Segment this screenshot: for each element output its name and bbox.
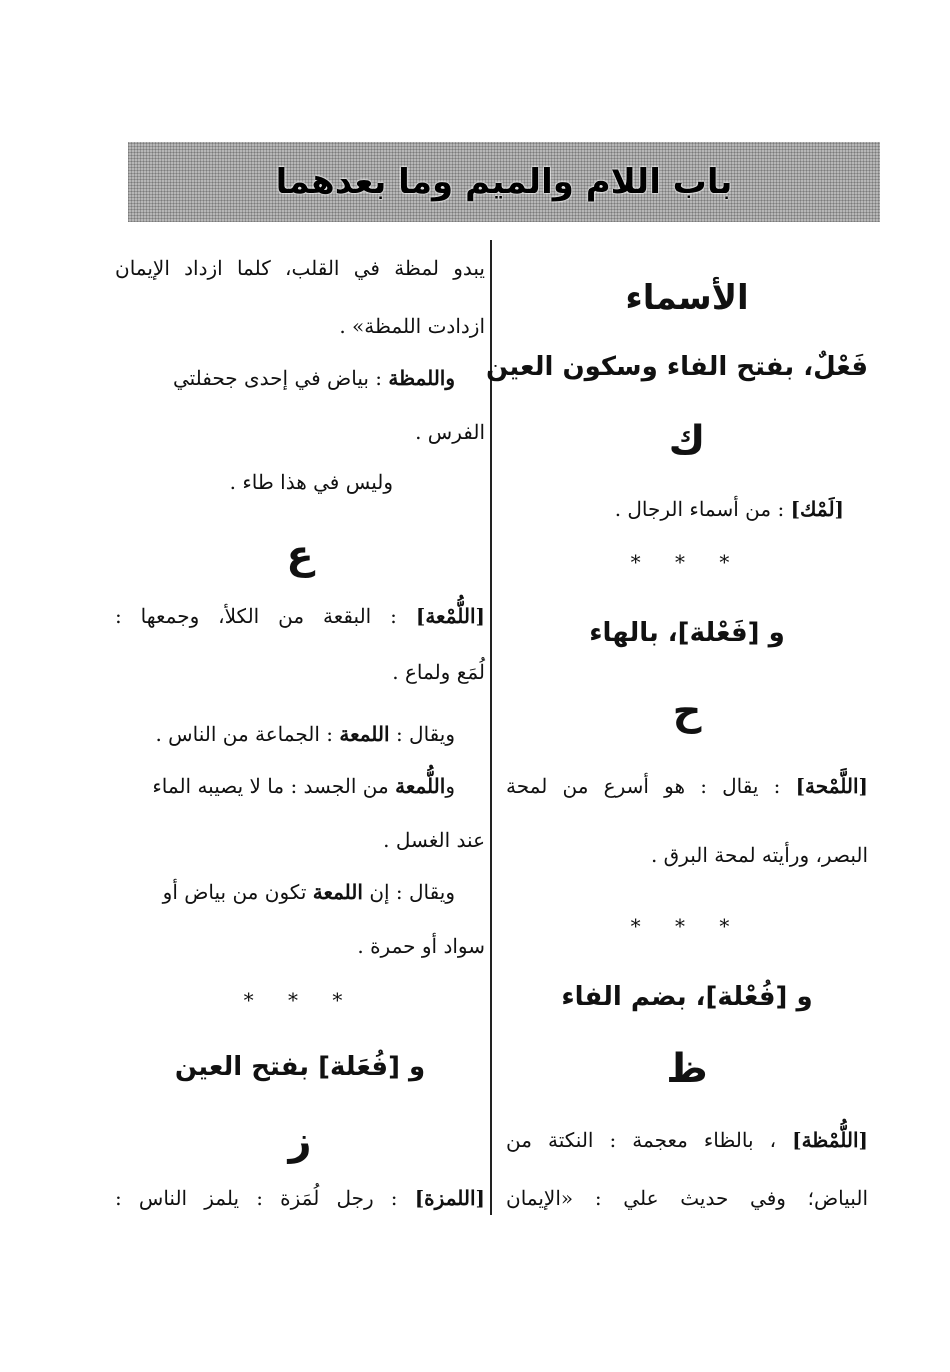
- entry-text: : الجماعة من الناس .: [155, 722, 333, 746]
- entry-text: : رجل لُمَزة : يلمز الناس :: [115, 1186, 398, 1210]
- chapter-title: باب اللام والميم وما بعدهما: [275, 162, 733, 202]
- entry-yuqal1: [155, 722, 455, 746]
- section-heading-names: الأسماء: [625, 278, 749, 318]
- letter-heading-ha: ح: [672, 688, 702, 734]
- entry-term: واللمظة: [388, 366, 455, 390]
- text-line: يبدو لمظة في القلب، كلما ازداد الإيمان: [115, 256, 485, 280]
- entry-lumza-line2: البياض؛ وفي حديث علي : «الإيمان: [506, 1186, 868, 1210]
- pattern-heading-fula: و [فُعْلة]، بضم الفاء: [561, 982, 813, 1012]
- entry-text: : بياض في إحدى جحفلتي: [172, 366, 383, 390]
- column-divider: [490, 240, 492, 1215]
- note-line: وليس في هذا طاء .: [229, 470, 393, 494]
- entry-lamk: [615, 497, 844, 521]
- entry-lamha-line1: [506, 774, 868, 798]
- section-separator: * * *: [630, 550, 744, 574]
- entry-text: من الجسد : ما لا يصيبه الماء: [152, 774, 389, 798]
- entry-jasad-line2: عند الغسل .: [383, 828, 485, 852]
- entry-prefix: ويقال : إن: [369, 880, 455, 904]
- entry-lumza-line1: [506, 1128, 868, 1152]
- entry-prefix: ويقال :: [395, 722, 455, 746]
- entry-lumah-line2: لُمَع ولماع .: [392, 660, 485, 684]
- text-line: ازدادت اللمظة» .: [339, 314, 485, 338]
- section-separator: * * *: [630, 914, 744, 938]
- entry-lumah-line1: [115, 604, 485, 628]
- entry-yuqal2-line2: سواد أو حمرة .: [357, 934, 485, 958]
- entry-term: اللمعة: [339, 722, 390, 746]
- entry-lamza2-line1: [115, 366, 455, 390]
- entry-lumaza: [115, 1186, 485, 1210]
- entry-definition: : من أسماء الرجال .: [614, 497, 785, 521]
- entry-term: [اللمزة]: [414, 1186, 485, 1210]
- entry-term: [لَمْك]: [790, 497, 844, 521]
- entry-term: [اللُّمْعة]: [415, 604, 486, 628]
- entry-term: اللمعة: [312, 880, 363, 904]
- entry-jasad-line1: [115, 774, 455, 798]
- entry-term: [اللُّمْظة]: [792, 1128, 868, 1152]
- letter-heading-kaf: ك: [668, 418, 706, 464]
- entry-lamza2-line2: الفرس .: [415, 420, 485, 444]
- entry-term: اللُّمعة: [395, 774, 446, 798]
- pattern-heading-fala: و [فَعْلة]، بالهاء: [589, 618, 785, 648]
- entry-prefix: و: [445, 774, 455, 798]
- section-separator: * * *: [243, 988, 357, 1012]
- letter-heading-ain: ع: [286, 532, 314, 578]
- entry-lamha-line2: البصر، ورأيته لمحة البرق .: [650, 843, 868, 867]
- letter-heading-za: ظ: [666, 1046, 708, 1092]
- entry-yuqal2-line1: [115, 880, 455, 904]
- entry-text: تكون من بياض أو: [162, 880, 307, 904]
- entry-text: : البقعة من الكلأ، وجمعها :: [115, 604, 397, 628]
- entry-text: : يقال : هو أسرع من لمحة: [506, 774, 781, 798]
- pattern-heading-fal: فَعْلٌ، بفتح الفاء وسكون العين: [486, 352, 868, 382]
- entry-text: ، بالظاء معجمة : النكتة من: [506, 1128, 777, 1152]
- pattern-heading-fuala: و [فُعَلة] بفتح العين: [174, 1052, 426, 1082]
- entry-term: [اللَّمْحة]: [795, 774, 868, 798]
- letter-heading-zay: ز: [288, 1118, 312, 1164]
- chapter-banner: [128, 142, 880, 222]
